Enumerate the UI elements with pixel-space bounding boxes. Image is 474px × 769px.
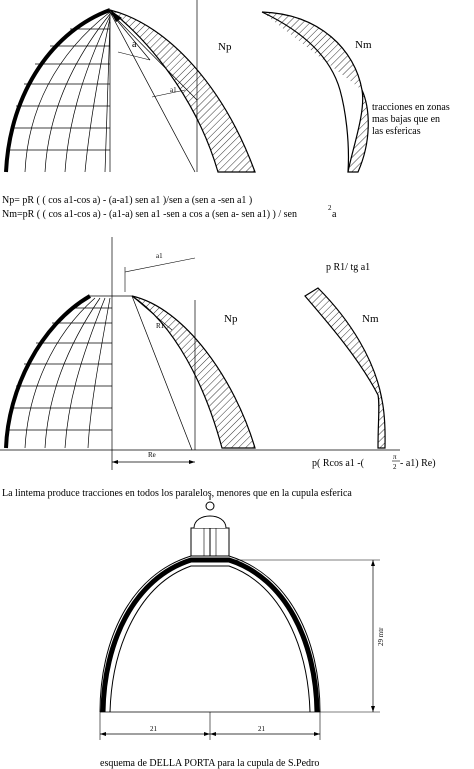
middle-label-a1: a1 bbox=[156, 252, 163, 260]
top-note-line-1: tracciones en zonas bbox=[372, 102, 450, 113]
top-label-a1: a1 bbox=[170, 86, 177, 94]
lantern-icon bbox=[191, 496, 229, 556]
top-nm-band bbox=[262, 12, 368, 172]
top-angle-a1-marker bbox=[152, 90, 185, 97]
middle-figure bbox=[0, 237, 436, 499]
top-formula-np: Np= pR ( ( cos a1-cos a) - (a-a1) sen a1 )/sen a (sen a -sen a1 ) bbox=[2, 195, 253, 206]
middle-label-r1: R1 bbox=[156, 322, 165, 330]
top-label-np: Np bbox=[218, 41, 232, 53]
middle-formula-two: 2 bbox=[393, 463, 397, 471]
bottom-height-label: 29 mtr bbox=[377, 627, 385, 646]
top-label-nm: Nm bbox=[355, 39, 372, 51]
bottom-dome-shell bbox=[103, 560, 317, 712]
middle-formula-right: p( Rcos a1 -( bbox=[312, 458, 364, 469]
middle-label-nm: Nm bbox=[362, 313, 379, 325]
middle-a1-dim bbox=[125, 258, 195, 272]
bottom-dome-inner bbox=[110, 566, 310, 712]
middle-formula-right-tail: - a1) Re) bbox=[400, 458, 436, 469]
top-figure bbox=[2, 0, 450, 220]
top-angle-a-marker bbox=[118, 52, 150, 60]
middle-label-re: Re bbox=[148, 451, 156, 459]
bottom-half-left-label: 21 bbox=[150, 725, 157, 733]
top-note-line-2: mas bajas que en bbox=[372, 114, 441, 125]
middle-caption: La lintema produce tracciones en todos los paralelos, menores que en la cupula esferica bbox=[2, 488, 352, 499]
bottom-dome-outer bbox=[100, 556, 320, 712]
bottom-caption: esquema de DELLA PORTA para la cupula de S.Pedro bbox=[100, 758, 320, 769]
middle-nm-band bbox=[305, 288, 385, 448]
top-note-line-3: las esfericas bbox=[372, 126, 421, 137]
top-formula-nm-tail: a bbox=[332, 209, 337, 220]
top-label-a: a bbox=[132, 39, 137, 50]
top-formula-nm: Nm=pR ( ( cos a1-cos a) - (a1-a) sen a1 -sen a cos a (sen a- sen a1) ) / sen bbox=[2, 209, 297, 220]
bottom-figure bbox=[100, 496, 385, 769]
top-formula-nm-sup: 2 bbox=[328, 204, 332, 212]
middle-formula-pi: π bbox=[393, 453, 397, 461]
middle-label-prtg: p R1/ tg a1 bbox=[326, 262, 371, 273]
bottom-half-right-label: 21 bbox=[258, 725, 265, 733]
middle-dome-thick-arc bbox=[6, 296, 90, 448]
middle-label-np: Np bbox=[224, 313, 238, 325]
